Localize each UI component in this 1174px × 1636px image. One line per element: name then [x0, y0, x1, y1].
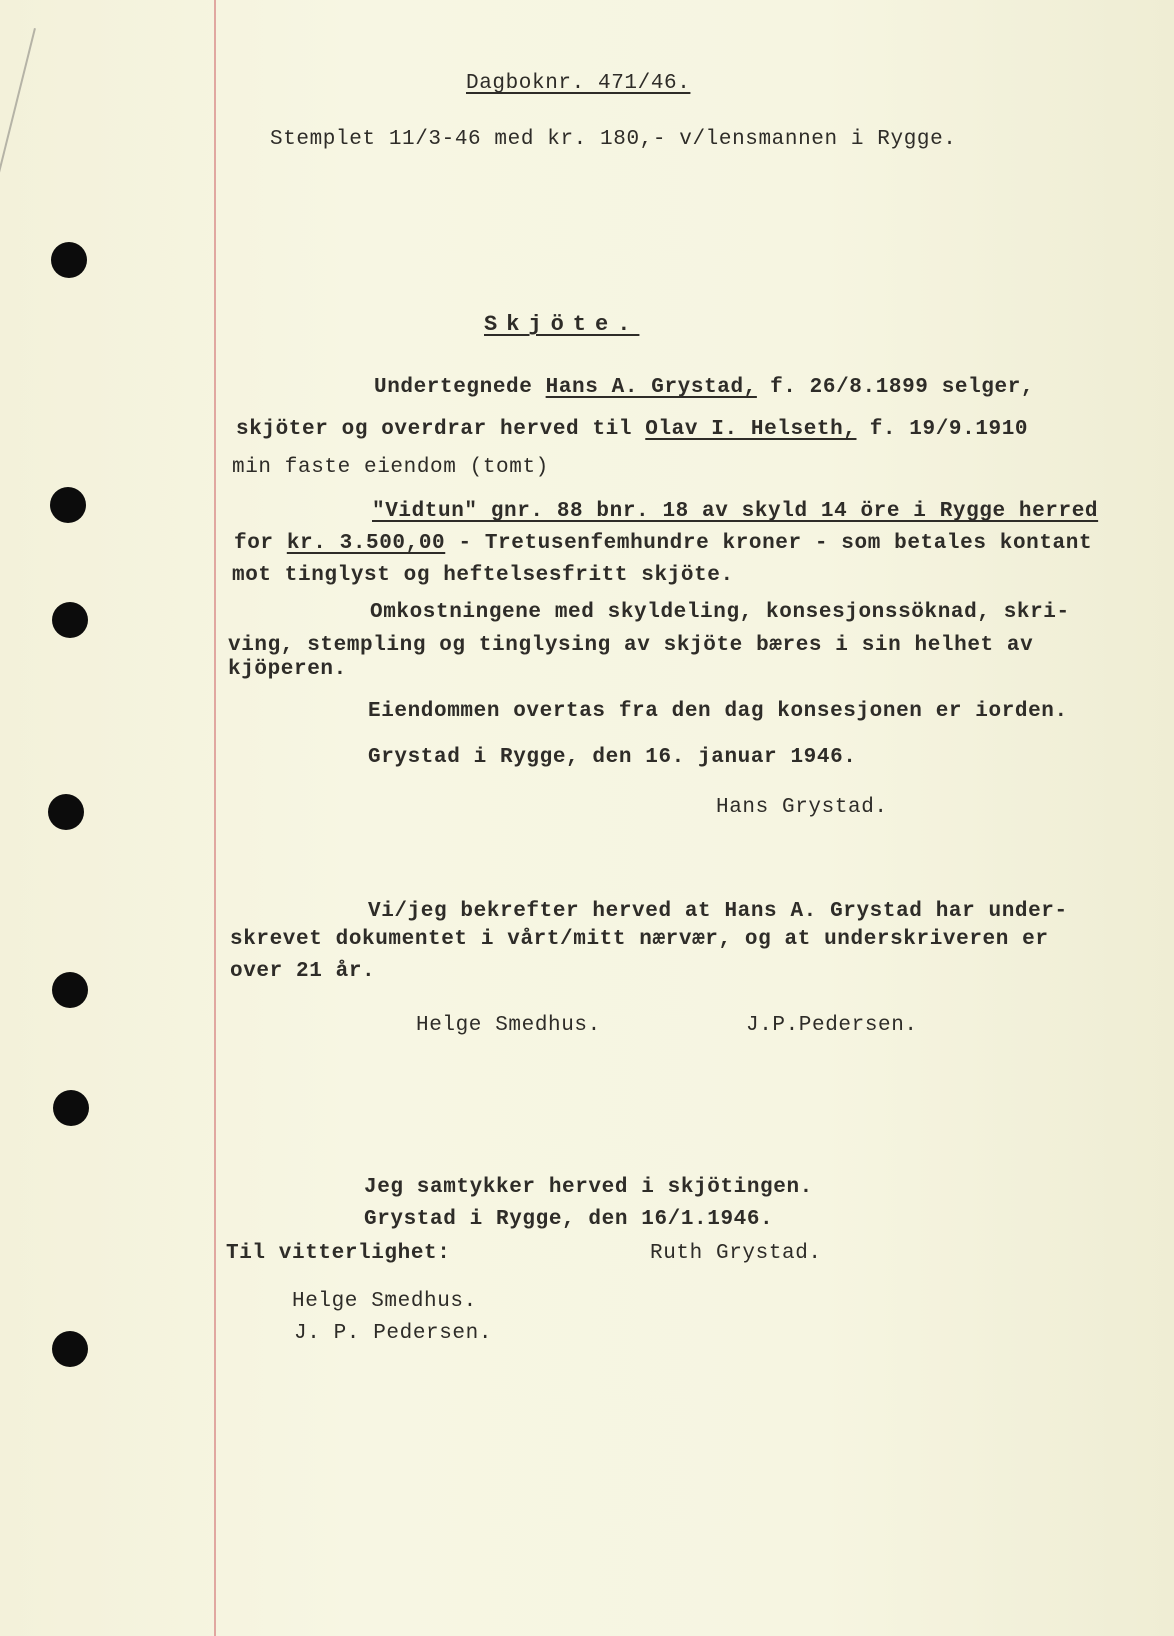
- text-span: f. 26/8.1899 selger,: [756, 376, 1035, 399]
- deed-line: mot tinglyst og heftelsesfritt skjöte.: [232, 564, 734, 587]
- attestation-line: skrevet dokumentet i vårt/mitt nærvær, og at underskriveren er: [230, 928, 1049, 951]
- deed-line: Omkostningene med skyldeling, konsesjonssöknad, skri-: [370, 601, 1070, 624]
- seller-name: Hans A. Grystad,: [545, 376, 757, 399]
- punch-hole: [52, 1331, 88, 1367]
- punch-hole: [53, 1090, 89, 1126]
- punch-hole: [51, 242, 87, 278]
- deed-line: Eiendommen overtas fra den dag konsesjonen er iorden.: [368, 700, 1068, 723]
- buyer-name: Olav I. Helseth,: [645, 418, 857, 441]
- attestation-line: Vi/jeg bekrefter herved at Hans A. Grystad har under-: [368, 900, 1068, 923]
- text-span: skjöter og overdrar herved til: [236, 418, 646, 441]
- deed-line: [236, 418, 1028, 441]
- spouse-signature: Ruth Grystad.: [650, 1242, 822, 1265]
- price: kr. 3.500,00: [286, 532, 446, 555]
- place-date: Grystad i Rygge, den 16. januar 1946.: [368, 746, 857, 769]
- consent-line: Grystad i Rygge, den 16/1.1946.: [364, 1208, 774, 1231]
- witness-signature: Helge Smedhus.: [292, 1290, 477, 1313]
- journal-number: Dagboknr. 471/46.: [466, 72, 691, 95]
- pencil-stroke: [0, 28, 36, 223]
- consent-line: Jeg samtykker herved i skjötingen.: [364, 1176, 813, 1199]
- deed-line: [234, 532, 1092, 555]
- witness-signature: Helge Smedhus.: [416, 1014, 601, 1037]
- punch-hole: [52, 602, 88, 638]
- text-span: for: [234, 532, 287, 555]
- punch-hole: [50, 487, 86, 523]
- witness-signature: J. P. Pedersen.: [294, 1322, 493, 1345]
- text-span: - Tretusenfemhundre kroner - som betales kontant: [445, 532, 1093, 555]
- deed-line: ving, stempling og tinglysing av skjöte bæres i sin helhet av: [228, 634, 1034, 657]
- stamp-note: Stemplet 11/3-46 med kr. 180,- v/lensmannen i Rygge.: [270, 128, 957, 151]
- attestation-line: over 21 år.: [230, 960, 376, 983]
- deed-line: [374, 376, 1034, 399]
- property-description: "Vidtun" gnr. 88 bnr. 18 av skyld 14 öre i Rygge herred: [372, 500, 1099, 523]
- punch-hole: [52, 972, 88, 1008]
- red-margin-line: [214, 0, 216, 1636]
- punch-hole: [48, 794, 84, 830]
- seller-signature: Hans Grystad.: [716, 796, 888, 819]
- deed-title: Skjöte.: [484, 312, 640, 337]
- text-span: f. 19/9.1910: [856, 418, 1029, 441]
- deed-line: kjöperen.: [228, 658, 347, 681]
- deed-line: min faste eiendom (tomt): [232, 456, 549, 479]
- text-span: Undertegnede: [374, 376, 546, 399]
- witness-signature: J.P.Pedersen.: [746, 1014, 918, 1037]
- witness-label: Til vitterlighet:: [226, 1242, 451, 1265]
